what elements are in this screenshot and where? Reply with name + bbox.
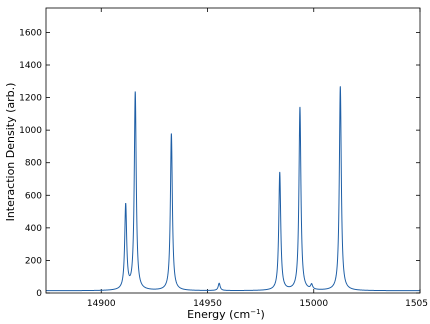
y-axis-label: Interaction Density (arb.) (4, 82, 17, 222)
plot-frame (46, 8, 420, 293)
y-tick-label: 800 (24, 158, 42, 169)
x-tick-label: 1505 (405, 299, 428, 309)
y-tick-label: 1400 (19, 61, 42, 71)
y-tick-label: 0 (36, 289, 42, 299)
x-axis-label: Energy $(cm^{-1})$ (187, 308, 265, 321)
y-tick-label: 1000 (19, 126, 42, 137)
y-tick-label: 1200 (19, 93, 42, 104)
x-tick-label: 15000 (299, 299, 329, 309)
y-tick-label: 600 (24, 191, 42, 202)
y-tick-label: 200 (24, 256, 42, 267)
x-tick-label: 14900 (86, 299, 116, 309)
y-axis (19, 28, 420, 299)
x-tick-label: 14950 (193, 299, 222, 309)
series-line (46, 86, 420, 290)
y-tick-label: 1600 (19, 28, 42, 39)
y-tick-label: 400 (24, 223, 42, 234)
